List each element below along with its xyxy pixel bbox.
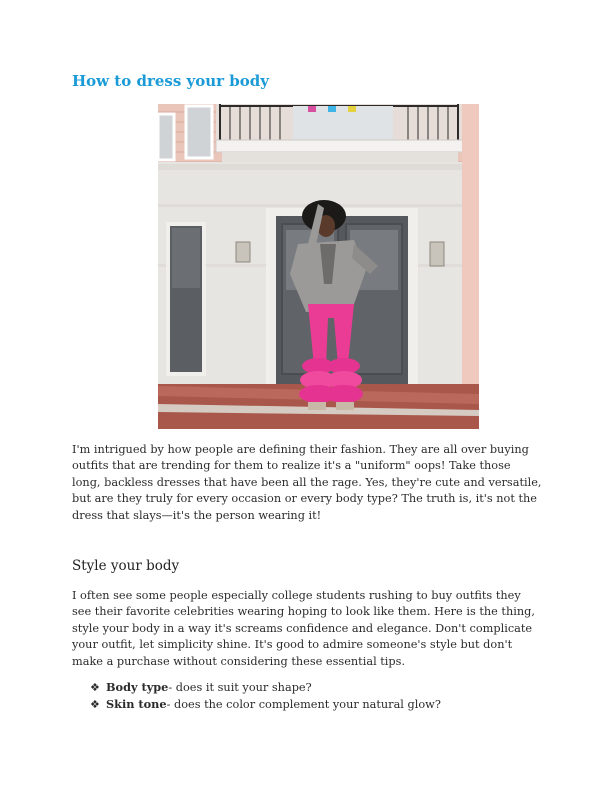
tips-list	[90, 679, 441, 713]
tip-text: - does the color complement your natural glow?	[166, 698, 441, 712]
tip-label: Body type	[106, 680, 169, 694]
fashion-photo	[158, 104, 479, 429]
tip-label: Skin tone	[106, 697, 167, 712]
page-title: How to dress your body	[72, 72, 269, 90]
intro-paragraph: I'm intrigued by how people are defining their fashion. They are all over buying outfits that are trending for them to realize it's a "uniform" oops! Take those long, backless dresses that have been all the rage. Yes, they're cute and versatile, but are they truly for every occasion or every body type? The truth is, it's not the dress that slays—it's the person wearing it!	[72, 443, 542, 522]
diamond-bullet-icon: ❖	[90, 698, 100, 712]
tip-text: - does it suit your shape?	[168, 681, 312, 694]
list-item	[90, 679, 441, 696]
diamond-bullet-icon: ❖	[90, 681, 100, 694]
list-item	[90, 696, 441, 713]
section-paragraph: I often see some people especially college students rushing to buy outfits they see their favorite celebrities wearing hoping to look like them. Here is the thing, style your body in a way it's screams confidence and elegance. Don't complicate your outfit, let simplicity shine. It's good to admire someone's style but don't make a purchase without considering these essential tips.	[72, 589, 535, 668]
section-heading: Style your body	[72, 558, 180, 574]
